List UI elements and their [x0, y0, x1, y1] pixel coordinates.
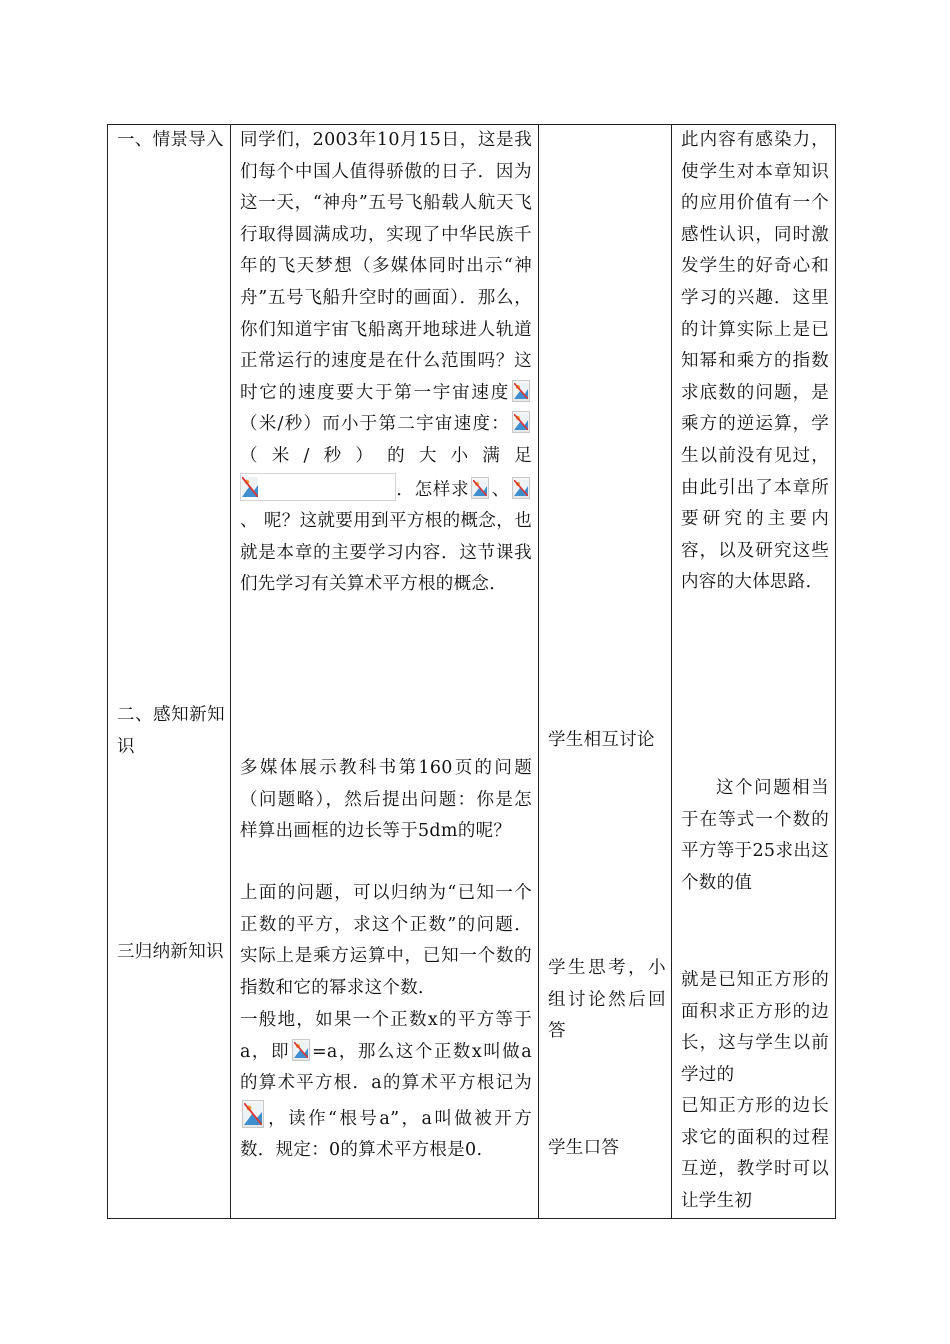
broken-image-icon: [512, 477, 530, 499]
definition-paragraph: 一般地，如果一个正数x的平方等于a，即 =a，那么这个正数x叫做a的算术平方根．a的算术平方根记为 ，读作“根号a”，a叫做被开方数．规定：0的算术平方根是0.: [240, 1010, 532, 1161]
broken-image-icon: [471, 477, 489, 499]
design-note-problem: 这个问题相当于在等式一个数的平方等于25求出这个数的值: [681, 778, 829, 893]
student-activity-column: [539, 125, 672, 1219]
broken-image-icon: [512, 380, 530, 402]
student-think: 学生思考，小组讨论然后回答: [548, 958, 666, 1042]
broken-image-icon: [240, 473, 396, 501]
problem-paragraph: 多媒体展示教科书第160页的问题（问题略），然后提出问题：你是怎样算出画框的边长等于5dm的呢？: [240, 758, 532, 842]
stage-perceive: 二、感知新知识: [117, 705, 225, 757]
table-row: [108, 125, 836, 1219]
student-answer: 学生口答: [548, 1138, 620, 1158]
stage-summarize: 三归纳新知识: [117, 942, 224, 962]
lesson-plan-table: [107, 124, 836, 1219]
broken-image-icon: [512, 411, 530, 433]
summary-paragraph: 上面的问题，可以归纳为“已知一个正数的平方，求这个正数”的问题．实际上是乘方运算中，已知一个数的指数和它的幂求这个数．: [240, 883, 532, 998]
design-notes-column: [672, 125, 836, 1219]
teacher-activity-column: [231, 125, 539, 1219]
broken-image-icon: [292, 1039, 310, 1061]
student-discuss: 学生相互讨论: [548, 730, 655, 750]
design-note-square: 就是已知正方形的面积求正方形的边长，这与学生以前学过的: [681, 970, 829, 1085]
intro-paragraph: 同学们，2003年10月15日，这是我们每个中国人值得骄傲的日子．因为这一天，“神舟”五号飞船载人航天飞行取得圆满成功，实现了中华民族千年的飞天梦想（多媒体同时出示“神舟”五号飞船升空时的画面）．那么，你们知道宇宙飞船离开地球进人轨道正常运行的速度是在什么范围吗？这时它的速度要大于第一宇宙速度 （米/秒）而小于第二宇宙速度： （米/秒）的大小满足 ．怎样求 、 、 呢？这就要用到平方根的概念，也就是本章的主要学习内容．这节课我们先学习有关算术平方根的概念．: [240, 130, 532, 595]
design-note-intro: 此内容有感染力，使学生对本章知识的应用价值有一个感性认识，同时激发学生的好奇心和学习的兴趣．这里的计算实际上是已知幂和乘方的指数求底数的问题，是乘方的逆运算，学生以前没有见过，由此引出了本章所要研究的主要内容，以及研究这些内容的大体思路．: [681, 130, 829, 593]
stage-column: [108, 125, 231, 1219]
design-note-inverse: 已知正方形的边长求它的面积的过程互逆，教学时可以让学生初: [681, 1096, 829, 1211]
broken-image-icon: [242, 1100, 264, 1128]
stage-intro: 一、情景导入: [117, 130, 224, 150]
